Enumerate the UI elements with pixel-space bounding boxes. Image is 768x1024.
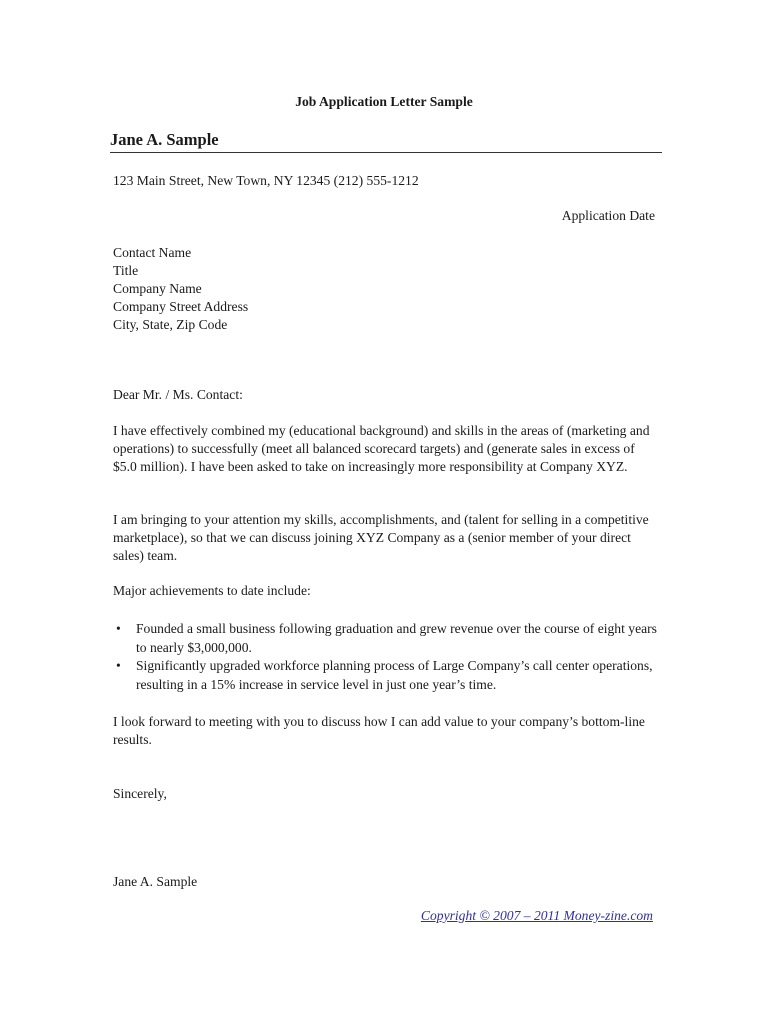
document-title: Job Application Letter Sample (295, 94, 473, 109)
recipient-contact-name: Contact Name (113, 245, 192, 260)
achievements-list (113, 620, 658, 694)
bullet-icon: • (116, 621, 121, 636)
application-date: Application Date (561, 208, 655, 223)
recipient-title: Title (113, 263, 139, 278)
body-paragraph-4: I look forward to meeting with you to discuss how I can add value to your company’s bottom-line results. (113, 714, 645, 747)
copyright-link[interactable]: Copyright © 2007 – 2011 Money-zine.com (420, 908, 653, 923)
achievement-text: Founded a small business following graduation and grew revenue over the course of eight years to nearly $3,000,000. (136, 621, 657, 655)
body-paragraph-2: I am bringing to your attention my skills, accomplishments, and (talent for selling in a competitive marketplace), so that we can discuss joining XYZ Company as a (senior member of your direct sales) team. (113, 512, 649, 563)
sender-address: 123 Main Street, New Town, NY 12345 (212) 555-1212 (113, 173, 419, 188)
body-paragraph-3: Major achievements to date include: (113, 583, 311, 598)
bullet-icon: • (116, 658, 121, 673)
recipient-block (113, 244, 248, 334)
body-paragraph-1: I have effectively combined my (educational background) and skills in the areas of (marketing and operations) to successfully (meet all balanced scorecard targets) and (generate sales in excess of $5.0 million). I have been asked to take on increasingly more responsibility at Company XYZ. (113, 423, 650, 474)
sender-name: Jane A. Sample (110, 130, 662, 153)
signature-name: Jane A. Sample (113, 874, 198, 889)
recipient-street-address: Company Street Address (113, 299, 249, 314)
closing: Sincerely, (113, 786, 167, 801)
achievement-item (113, 657, 658, 694)
recipient-company-name: Company Name (113, 281, 202, 296)
recipient-city-state-zip: City, State, Zip Code (113, 317, 228, 332)
achievement-item (113, 620, 658, 657)
salutation: Dear Mr. / Ms. Contact: (113, 387, 243, 402)
achievement-text: Significantly upgraded workforce planning process of Large Company’s call center operations, resulting in a 15% increase in service level in just one year’s time. (136, 658, 653, 692)
